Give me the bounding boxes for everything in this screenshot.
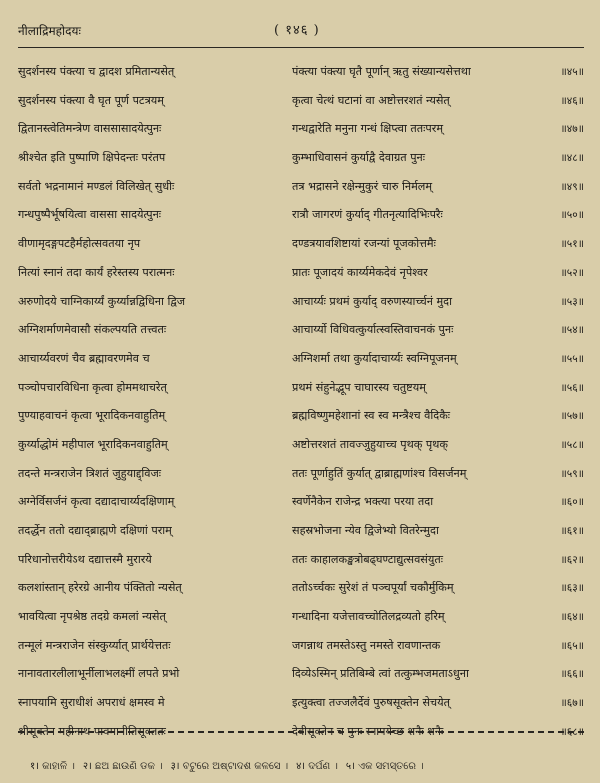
verse-number: ॥५५॥ bbox=[560, 352, 584, 365]
verse-first-half: तदन्ते मन्त्रराजेन त्रिशतं जुहुयाद्द्विजः bbox=[18, 466, 162, 480]
footnotes bbox=[30, 758, 590, 772]
verse-second-half: कुम्भाधिवासनं कुर्याद्वै देवाग्रत पुनः bbox=[292, 151, 426, 165]
verse-number: ॥५७॥ bbox=[560, 410, 584, 423]
verse-number: ॥६७॥ bbox=[560, 697, 584, 710]
verse-line bbox=[18, 664, 584, 693]
verse-first-half: तदर्द्धेन ततो दद्याद्ब्राह्मणे दक्षिणां पराम् bbox=[18, 524, 172, 537]
verse-second-half: प्रथमं संहुनेद्भूप चाघारस्य चतुष्टयम् bbox=[292, 380, 426, 394]
verse-line bbox=[18, 62, 584, 91]
verse-first-half: श्रीश्चेत इति पुष्पाणि क्षिपेदन्तः परंतप bbox=[18, 151, 166, 165]
verse-first-half: श्रीसूक्तेन महीनाथ पावमानीतिसूक्ततः bbox=[18, 724, 166, 738]
verse-number: ॥६८॥ bbox=[560, 725, 584, 738]
verse-second-half: गन्धादिना यजेत्तावच्चोतिलद्रव्यतो हरिम् bbox=[292, 610, 445, 624]
verse-first-half: द्वितानस्त्वेतिमन्त्रेण वाससासादयेत्पुनः bbox=[18, 122, 162, 136]
verse-second-half: गन्धद्वारेति मनुना गन्धं क्षिप्त्वा ततःपरम् bbox=[292, 122, 444, 136]
verse-number: ॥५०॥ bbox=[560, 209, 584, 222]
running-title: नीलाद्रिमहोदयः bbox=[18, 24, 81, 38]
page-number: ( १४६ ) bbox=[274, 23, 320, 38]
verse-second-half: इत्युक्त्वा तज्जलैर्देवं पुरुषसूक्तेन सेचयेत् bbox=[292, 696, 450, 710]
verse-second-half: ततः पूर्णाहुतिं कुर्यात् द्वाब्राह्मणांश्च विसर्जनम् bbox=[292, 466, 467, 480]
verse-line bbox=[18, 234, 584, 263]
verse-number: ॥४६॥ bbox=[560, 94, 584, 107]
verse-line bbox=[18, 607, 584, 636]
verse-number: ॥४५॥ bbox=[560, 66, 584, 78]
verse-number: ॥६४॥ bbox=[560, 611, 584, 624]
verse-line bbox=[18, 435, 584, 464]
verse-second-half: ततोऽर्च्चकः सुरेशं तं पञ्चपूर्यां चकौर्मुकिम् bbox=[292, 581, 454, 595]
verse-line bbox=[18, 119, 584, 148]
verse-first-half: अग्नेर्विसर्जनं कृत्वा दद्यादाचार्य्यदक्षिणाम् bbox=[18, 495, 175, 509]
verse-line bbox=[18, 464, 584, 493]
verse-line bbox=[18, 406, 584, 435]
verse-second-half: प्रातः पूजादयं कार्य्यमेकदेवं नृपेश्वर bbox=[292, 265, 428, 279]
verse-line bbox=[18, 320, 584, 349]
verse-number: ॥४९॥ bbox=[560, 180, 584, 193]
footnote: ३। ବଟୁରେ ଅଷ୍ଟାଦଶ କଳସେ । bbox=[170, 761, 289, 772]
verse-line bbox=[18, 693, 584, 722]
verse-second-half: स्वर्णेनैकेन राजेन्द्र भक्त्या परया तदा bbox=[292, 495, 434, 509]
verse-first-half: भावयित्वा नृपश्रेष्ठ तदग्रे कमलां न्यसेत् bbox=[18, 610, 166, 624]
verse-first-half: अरुणोदये चाग्निकार्य्यं कुर्य्यान्नद्विधिना द्विज bbox=[18, 294, 186, 308]
verse-first-half: सुदर्शनस्य पंक्त्या वै घृत पूर्ण पटत्रयम् bbox=[18, 93, 164, 107]
verse-second-half: अष्टोत्तरशतं तावज्जुहुयाच्च पृथक् पृथक् bbox=[292, 437, 448, 451]
verse-first-half: सुदर्शनस्य पंक्त्या च द्वादश प्रमितान्यसेत् bbox=[18, 65, 175, 78]
verse-number: ॥६६॥ bbox=[560, 668, 584, 681]
verse-number: ॥६२॥ bbox=[560, 553, 584, 566]
verse-first-half: गन्धपुष्पैर्भूषयित्वा वाससा सादयेत्पुनः bbox=[18, 208, 162, 222]
verse-first-half: परिधानोत्तरीयेऽथ दद्यात्तस्मै मुरारये bbox=[18, 552, 152, 566]
verse-second-half: तत्र भद्रासने रक्षेन्मुकुरं चारु निर्मलम् bbox=[292, 179, 433, 193]
verse-line bbox=[18, 722, 584, 751]
verse-second-half: ततः काहालकङ्खत्रोबढ्घण्टाद्युत्सवसंयुतः bbox=[292, 552, 443, 566]
verse-line bbox=[18, 521, 584, 550]
verse-number: ॥४८॥ bbox=[560, 152, 584, 165]
verse-first-half: सर्वतो भद्रनामानं मण्डलं विलिखेत् सुधीः bbox=[18, 179, 175, 193]
verse-second-half: देवीसूक्तेन च पुनः स्नापयेच्छ शनैः शनैः bbox=[292, 724, 444, 738]
verse-second-half: दण्डत्रयावशिष्टायां रजन्यां पूजकोत्तमैः bbox=[292, 237, 436, 251]
verse-second-half: अग्निशर्मा तथा कुर्यादाचार्य्यः स्वग्निपूजनम् bbox=[292, 351, 457, 365]
verse-first-half: वीणामृदङ्गपटहैर्महोत्सवतया नृप bbox=[18, 237, 141, 251]
verse-first-half: पञ्चोपचारविधिना कृत्वा होममथाचरेत् bbox=[18, 380, 167, 394]
verse-second-half: दिव्येऽस्मिन् प्रतिबिम्बे त्वां तत्कुम्भजमताऽधुना bbox=[292, 667, 469, 681]
verse-first-half: नानावतारलीलाभूर्नीलाभलक्ष्मीं लपते प्रभो bbox=[18, 667, 180, 681]
verse-line bbox=[18, 205, 584, 234]
footnote-rule bbox=[18, 731, 584, 733]
verse-number: ॥६०॥ bbox=[560, 496, 584, 509]
verse-second-half: कृत्वा चेत्थं घटानां वा अष्टोत्तरशतं न्यसेत् bbox=[292, 93, 450, 107]
verse-line bbox=[18, 148, 584, 177]
verse-number: ॥६३॥ bbox=[560, 582, 584, 595]
verse-number: ॥५६॥ bbox=[560, 381, 584, 394]
verse-second-half: ब्रह्मविष्णुमहेशानां स्व स्व मन्त्रैश्च वैदिकैः bbox=[292, 409, 451, 423]
verse-number: ॥४७॥ bbox=[560, 123, 584, 136]
verse-number: ॥५४॥ bbox=[560, 324, 584, 337]
verse-line bbox=[18, 349, 584, 378]
verse-line bbox=[18, 492, 584, 521]
footnote: ४। ଦର୍ପଣ । bbox=[296, 761, 338, 772]
verse-line bbox=[18, 378, 584, 407]
verse-second-half: जगन्नाथ तमस्तेऽस्तु नमस्ते रावणान्तक bbox=[292, 638, 441, 652]
footnote: ५। ଏକ ସମସ୍ତରେ । bbox=[345, 761, 424, 772]
verse-line bbox=[18, 91, 584, 120]
page-header bbox=[18, 22, 570, 42]
verse-second-half: आचार्य्यः प्रथमं कुर्याद् वरुणस्यार्च्चनं मुदा bbox=[292, 294, 452, 308]
header-rule bbox=[18, 47, 584, 48]
verse-first-half: नित्यां स्नानं तदा कार्यं हरेस्तस्य परात्मनः bbox=[18, 265, 175, 279]
verse-first-half: स्नापयामि सुराधीशं अपराधं क्षमस्व मे bbox=[18, 696, 165, 710]
verse-first-half: तन्मूलं मन्त्रराजेन संस्कुर्य्यात् प्रार्थयेत्ततः bbox=[18, 638, 171, 652]
verse-first-half: पुण्याहवाचनं कृत्वा भूरादिकनवाहुतिम् bbox=[18, 409, 166, 423]
verse-number: ॥६५॥ bbox=[560, 639, 584, 652]
verse-first-half: कुर्य्याद्धोमं महीपाल भूरादिकनवाहुतिम् bbox=[18, 437, 168, 451]
verse-first-half: अग्निशर्माणमेवासौ संकल्पयति तत्त्वतः bbox=[18, 323, 167, 337]
verse-line bbox=[18, 292, 584, 321]
verse-number: ॥६१॥ bbox=[560, 525, 584, 537]
verse-number: ॥५८॥ bbox=[560, 438, 584, 451]
verse-second-half: आचार्य्यो विधिवत्कुर्यात्स्वस्तिवाचनकं पुनः bbox=[292, 323, 454, 337]
verse-second-half: रात्रौ जागरणं कुर्याद् गीतनृत्यादिभिःपरैः bbox=[292, 208, 443, 222]
verse-first-half: आचार्य्यवरणं चैव ब्रह्मावरणमेव च bbox=[18, 351, 150, 365]
verse-number: ॥५२॥ bbox=[560, 266, 584, 279]
footnote: २। ଛଅ ଛାଉଣି ଡକ । bbox=[82, 761, 163, 772]
verse-number: ॥५९॥ bbox=[560, 467, 584, 480]
footnote: १। କାହାଳି । bbox=[30, 761, 75, 772]
verse-first-half: कलशांस्तान् हरेरग्रे आनीय पंक्तितो न्यसेत् bbox=[18, 581, 182, 595]
verse-list bbox=[18, 62, 584, 751]
verse-number: ॥५१॥ bbox=[560, 238, 584, 251]
verse-second-half: पंक्त्या पंक्त्या घृतै पूर्णान् ऋतु संख्यान्यसेत्तथा bbox=[292, 65, 471, 78]
verse-second-half: सहस्रभोजना न्येव द्विजेभ्यो वितरेन्मुदा bbox=[292, 524, 439, 537]
verse-line bbox=[18, 177, 584, 206]
verse-line bbox=[18, 550, 584, 579]
verse-number: ॥५३॥ bbox=[560, 295, 584, 308]
verse-line bbox=[18, 636, 584, 665]
verse-line bbox=[18, 263, 584, 292]
verse-line bbox=[18, 578, 584, 607]
